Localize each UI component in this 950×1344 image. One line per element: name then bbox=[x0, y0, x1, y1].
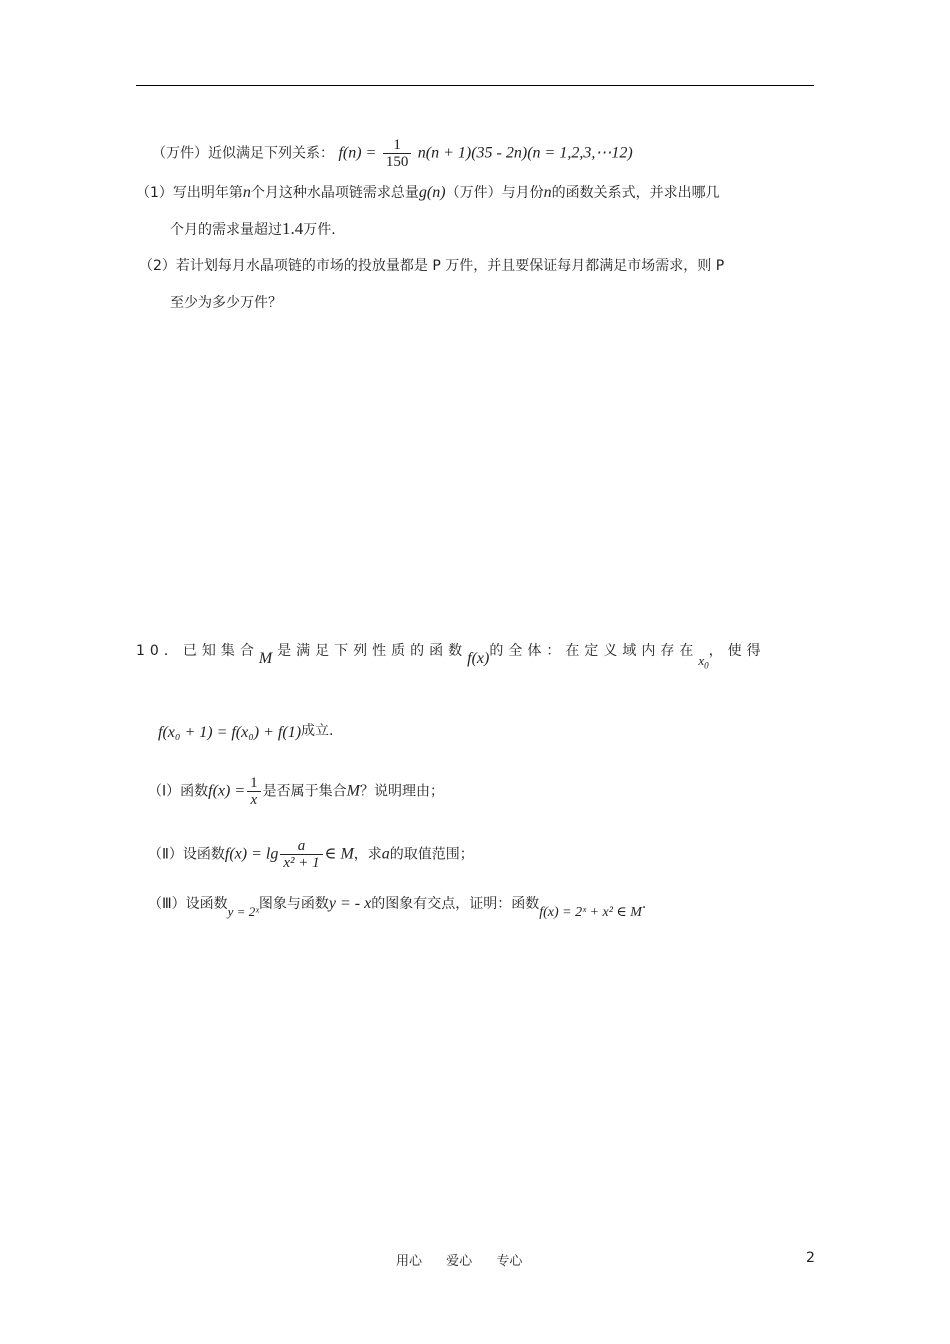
q10-ii-text-a: （Ⅱ）设函数 bbox=[148, 846, 225, 863]
footer-text-1: 用心 bbox=[396, 1254, 423, 1269]
q9-part1-line1 bbox=[136, 182, 720, 204]
q9-frac-num: 1 bbox=[393, 137, 401, 153]
q10-ii-formula: f(x) = lg bbox=[224, 845, 279, 863]
q9-p1-text-a: （1）写出明年第 bbox=[136, 185, 243, 201]
q9-p1-var-n: n bbox=[242, 184, 251, 201]
q10-part2 bbox=[148, 838, 474, 871]
header-rule bbox=[136, 85, 814, 86]
q10-ii-text-c: 的取值范围； bbox=[389, 846, 474, 863]
q9-p1-var-g: g(n) bbox=[418, 184, 446, 201]
q10-i-text-b: 是否属于集合 bbox=[262, 783, 347, 800]
q10-ii-frac-num: a bbox=[297, 838, 306, 854]
q10-iii-text-a: （Ⅲ）设函数 bbox=[148, 896, 228, 912]
q9-formula-rhs: n(n + 1)(35 - 2n)(n = 1,2,3,⋯12) bbox=[417, 144, 633, 162]
q9-intro-text: （万件）近似满足下列关系： bbox=[152, 145, 334, 162]
q10-i-formula: f(x) = bbox=[208, 782, 246, 800]
q10-text-c: 的全体：在定义域内存在 bbox=[489, 643, 699, 659]
q10-i-text-c: ？说明理由； bbox=[359, 783, 444, 800]
q10-i-frac-num: 1 bbox=[250, 775, 258, 791]
q10-text-a: 10．已知集合 bbox=[136, 643, 259, 659]
q10-ii-fraction bbox=[280, 838, 322, 871]
q9-p1-text-d: 的函数关系式，并求出哪几 bbox=[551, 185, 720, 201]
q9-frac-den: 150 bbox=[383, 153, 412, 170]
q10-iii-formula3: f(x) = 2ˣ + x² ∈ M bbox=[539, 905, 642, 920]
q10-i-fraction bbox=[247, 775, 261, 808]
q10-i-frac-den: x bbox=[247, 791, 261, 808]
q10-line1 bbox=[136, 640, 766, 671]
q9-p1-line2-text-b: 万件. bbox=[303, 222, 336, 238]
q10-x0-base: x bbox=[698, 653, 705, 668]
q9-part2-line2: 至少为多少万件？ bbox=[170, 295, 282, 311]
q10-i-text-a: （Ⅰ）函数 bbox=[148, 783, 209, 800]
q10-condition-tail: 成立. bbox=[301, 723, 334, 739]
q9-p1-line2-text-a: 个月的需求量超过 bbox=[170, 222, 282, 238]
footer-slogan bbox=[396, 1250, 542, 1269]
q10-iii-end: . bbox=[641, 896, 647, 912]
q9-formula-lhs: f(n) = bbox=[338, 144, 377, 162]
q9-part1-line2 bbox=[170, 218, 336, 241]
q10-ii-text-b: ，求 bbox=[353, 846, 382, 863]
q9-p1-var-n2: n bbox=[543, 184, 552, 201]
q10-iii-text-c: 的图象有交点，证明：函数 bbox=[371, 896, 540, 912]
q10-x0-sub: 0 bbox=[704, 660, 709, 671]
q10-line2 bbox=[158, 720, 333, 742]
q10-x0 bbox=[698, 653, 709, 671]
q10-part3 bbox=[148, 893, 647, 920]
q10-text-b: 是满足下列性质的函数 bbox=[277, 643, 468, 659]
q10-fx: f(x) bbox=[467, 650, 490, 667]
q10-condition-formula: f(x₀ + 1) = f(x₀) + f(1) bbox=[158, 724, 302, 741]
q10-ii-frac-den: x² + 1 bbox=[280, 854, 322, 871]
q10-iii-text-b: 图象与函数 bbox=[258, 896, 329, 912]
q9-p1-text-c: （万件）与月份 bbox=[445, 185, 544, 201]
q9-formula-line bbox=[152, 137, 633, 170]
q10-part1 bbox=[148, 775, 444, 808]
q9-p1-value: 1.4 bbox=[282, 219, 304, 238]
q10-ii-in-m: ∈ M bbox=[324, 845, 354, 863]
footer-text-3: 专心 bbox=[496, 1254, 523, 1269]
footer-text-2: 爱心 bbox=[446, 1254, 473, 1269]
q10-set-m: M bbox=[258, 650, 278, 667]
q10-text-d: ，使得 bbox=[708, 643, 766, 659]
q10-iii-formula2: y = - x bbox=[328, 895, 372, 912]
q10-i-set-m: M bbox=[346, 782, 360, 800]
q9-p1-text-b: 个月这种水晶项链需求总量 bbox=[250, 185, 419, 201]
q9-formula-fraction bbox=[383, 137, 412, 170]
q10-ii-var-a: a bbox=[381, 845, 390, 863]
q9-part2-line1: （2）若计划每月水晶项链的市场的投放量都是 P 万件，并且要保证每月都满足市场需求，则 P bbox=[139, 258, 725, 274]
q10-iii-formula1: y = 2ˣ bbox=[227, 904, 259, 919]
page-number: 2 bbox=[806, 1250, 815, 1266]
